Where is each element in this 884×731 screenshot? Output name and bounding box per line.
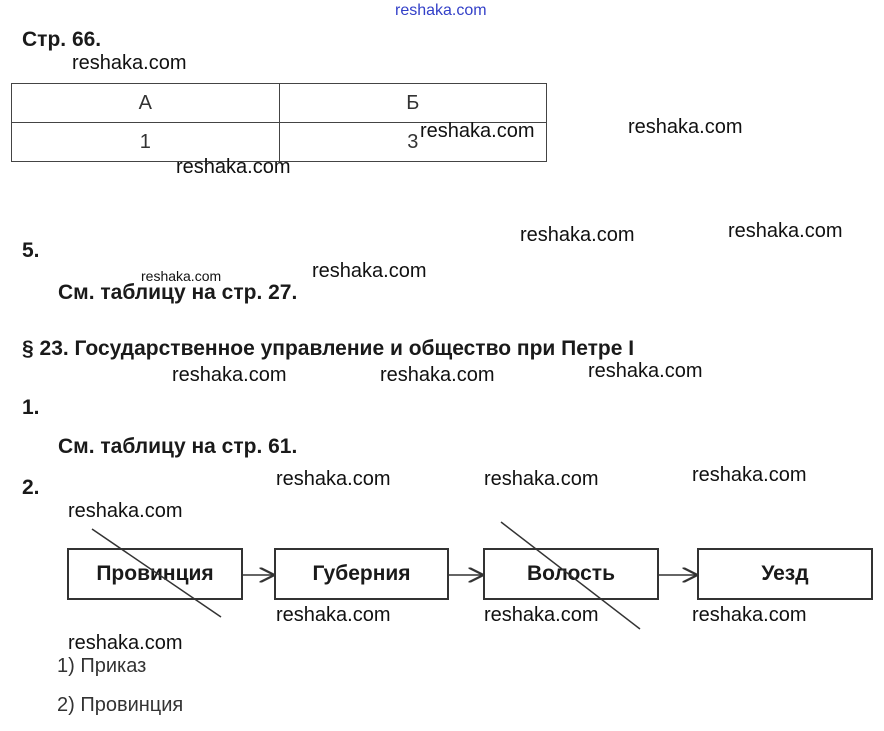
chain-box-volost: Волость	[483, 548, 659, 600]
item-1-text: См. таблицу на стр. 61.	[58, 435, 298, 458]
item-2-number: 2.	[22, 476, 40, 499]
chain-box-guberniya: Губерния	[274, 548, 449, 600]
answer-2: 2) Провинция	[57, 694, 184, 716]
watermark: reshaka.com	[628, 116, 743, 138]
watermark-top: reshaka.com	[395, 2, 487, 19]
item-5-number: 5.	[22, 239, 40, 262]
watermark: reshaka.com	[172, 364, 287, 386]
watermark: reshaka.com	[520, 224, 635, 246]
table-header-cell: А	[12, 84, 280, 123]
watermark: reshaka.com	[420, 120, 535, 142]
watermark: reshaka.com	[276, 468, 391, 490]
watermark: reshaka.com	[484, 468, 599, 490]
watermark: reshaka.com	[72, 52, 187, 74]
watermark: reshaka.com	[692, 464, 807, 486]
watermark: reshaka.com	[68, 632, 183, 654]
watermark: reshaka.com	[68, 500, 183, 522]
chain-box-province: Провинция	[67, 548, 243, 600]
table-cell: 3	[279, 123, 547, 162]
watermark: reshaka.com	[176, 156, 291, 178]
watermark: reshaka.com	[141, 268, 222, 284]
item-1-number: 1.	[22, 396, 40, 419]
table-cell: 1	[12, 123, 280, 162]
watermark: reshaka.com	[692, 604, 807, 626]
watermark: reshaka.com	[312, 260, 427, 282]
answer-1: 1) Приказ	[57, 655, 147, 677]
table-header-cell: Б	[279, 84, 547, 123]
chain-box-uezd: Уезд	[697, 548, 873, 600]
watermark: reshaka.com	[484, 604, 599, 626]
page-title: Стр. 66.	[22, 28, 102, 51]
item-5-text: См. таблицу на стр. 27.	[58, 281, 298, 304]
watermark: reshaka.com	[728, 220, 843, 242]
section-title: § 23. Государственное управление и общество при Петре I	[22, 337, 635, 360]
watermark: reshaka.com	[380, 364, 495, 386]
strike-line-province	[92, 529, 221, 617]
watermark: reshaka.com	[588, 360, 703, 382]
watermark: reshaka.com	[276, 604, 391, 626]
